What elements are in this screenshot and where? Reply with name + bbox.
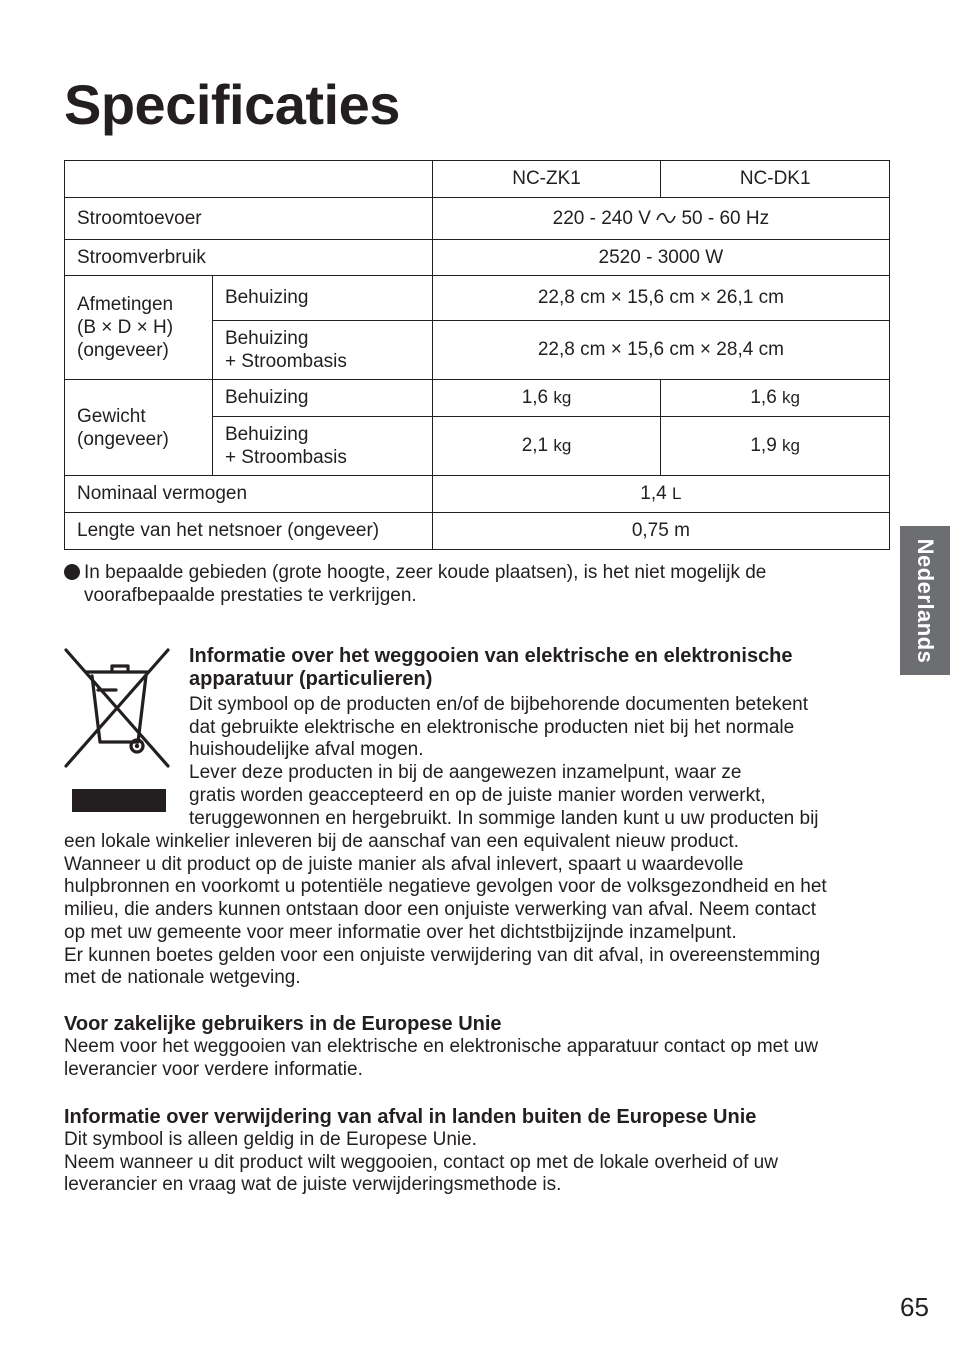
text-line: leverancier en vraag wat de juiste verwijderingsmethode is. [64,1174,562,1196]
text-line: teruggewonnen en hergebruikt. In sommige landen kunt u uw producten bij [189,807,819,829]
text-line: op met uw gemeente voor meer informatie over het dichtstbijzijnde inzamelpunt. [64,921,737,943]
text-line: huishoudelijke afval mogen. [189,739,424,761]
note-line: In bepaalde gebieden (grote hoogte, zeer koude plaatsen), is het niet mogelijk de [84,562,767,583]
text-line: gratis worden geaccepteerd en op de juiste manier worden verwerkt, [189,784,766,806]
text-line: Wanneer u dit product op de juiste manier als afval inlevert, spaart u waardevolle [64,853,744,875]
text-line: Dit symbool op de producten en/of de bijbehorende documenten betekent [189,694,808,715]
power-supply-value: 220 - 240 V 50 - 60 Hz [432,198,889,240]
table-row [65,513,890,550]
ac-wave-icon [656,212,676,224]
text-line: met de nationale wetgeving. [64,967,301,989]
weight-housing-base-zk1: 2,1 kg [432,417,661,476]
text-line: dat gebruikte elektrische en elektronische producten niet bij het normale [189,716,795,738]
business-users-heading: Voor zakelijke gebruikers in de Europese Unie [64,1013,502,1035]
disposal-text-wrapped [189,694,879,830]
cord-length-label: Lengte van het netsnoer (ongeveer) [65,513,433,550]
table-header-row [65,161,890,198]
outside-eu-heading: Informatie over verwijdering van afval in landen buiten de Europese Unie [64,1106,757,1128]
dimensions-housing-base-value: 22,8 cm × 15,6 cm × 28,4 cm [432,321,889,380]
text-line: hulpbronnen en voorkomt u potentiële negatieve gevolgen voor de volksgezondheid en het [64,876,827,898]
table-row [65,380,890,417]
weight-label: Gewicht (ongeveer) [65,380,213,476]
disposal-text-full [64,831,894,990]
text-line: Dit symbool is alleen geldig in de Europese Unie. [64,1129,477,1150]
text-line: Neem voor het weggooien van elektrische en elektronische apparatuur contact op met uw [64,1036,819,1057]
text-line: Er kunnen boetes gelden voor een onjuiste verwijdering van dit afval, in overeenstemming [64,944,821,966]
page-title: Specificaties [64,73,400,136]
weight-housing-zk1: 1,6 kg [432,380,661,417]
page-number: 65 [900,1292,929,1322]
dimensions-housing-base-label: Behuizing + Stroombasis [212,321,432,380]
weight-housing-base-dk1: 1,9 kg [661,417,890,476]
text-line: een lokale winkelier inleveren bij de aanschaf van een equivalent nieuw product. [64,831,739,852]
language-tab-label: Nederlands [913,538,938,663]
power-consumption-value: 2520 - 3000 W [432,240,889,276]
text-line: leverancier voor verdere informatie. [64,1058,363,1080]
specifications-table [64,160,890,550]
table-row [65,240,890,276]
dimensions-housing-label: Behuizing [212,276,432,321]
weight-housing-label: Behuizing [212,380,432,417]
text-line: milieu, die anders kunnen ontstaan door een onjuiste verwerking van afval. Neem contact [64,899,816,921]
note-line: voorafbepaalde prestaties te verkrijgen. [84,585,417,606]
table-row [65,276,890,321]
disposal-heading: Informatie over het weggooien van elektrische en elektronische apparatuur (particulieren) [189,645,793,690]
dimensions-label: Afmetingen (B × D × H) (ongeveer) [65,276,213,380]
outside-eu-section [64,1106,894,1197]
weight-housing-base-label: Behuizing + Stroombasis [212,417,432,476]
crossed-out-wheelie-bin-icon [64,646,170,816]
performance-note [64,561,864,607]
weight-housing-dk1: 1,6 kg [661,380,890,417]
cord-length-value: 0,75 m [432,513,889,550]
model-zk1-header: NC-ZK1 [432,161,661,198]
table-row [65,476,890,513]
business-users-section [64,1013,894,1081]
weee-black-bar [72,789,166,812]
header-empty-cell [65,161,433,198]
language-tab [900,526,950,675]
text-line: Neem wanneer u dit product wilt weggooien, contact op met de lokale overheid of uw [64,1151,778,1173]
bullet-icon [64,564,80,580]
power-supply-label: Stroomtoevoer [65,198,433,240]
power-consumption-label: Stroomverbruik [65,240,433,276]
text-line: Lever deze producten in bij de aangewezen inzamelpunt, waar ze [189,762,742,784]
dimensions-housing-value: 22,8 cm × 15,6 cm × 26,1 cm [432,276,889,321]
capacity-value: 1,4 L [432,476,889,513]
table-row [65,198,890,240]
capacity-label: Nominaal vermogen [65,476,433,513]
model-dk1-header: NC-DK1 [661,161,890,198]
